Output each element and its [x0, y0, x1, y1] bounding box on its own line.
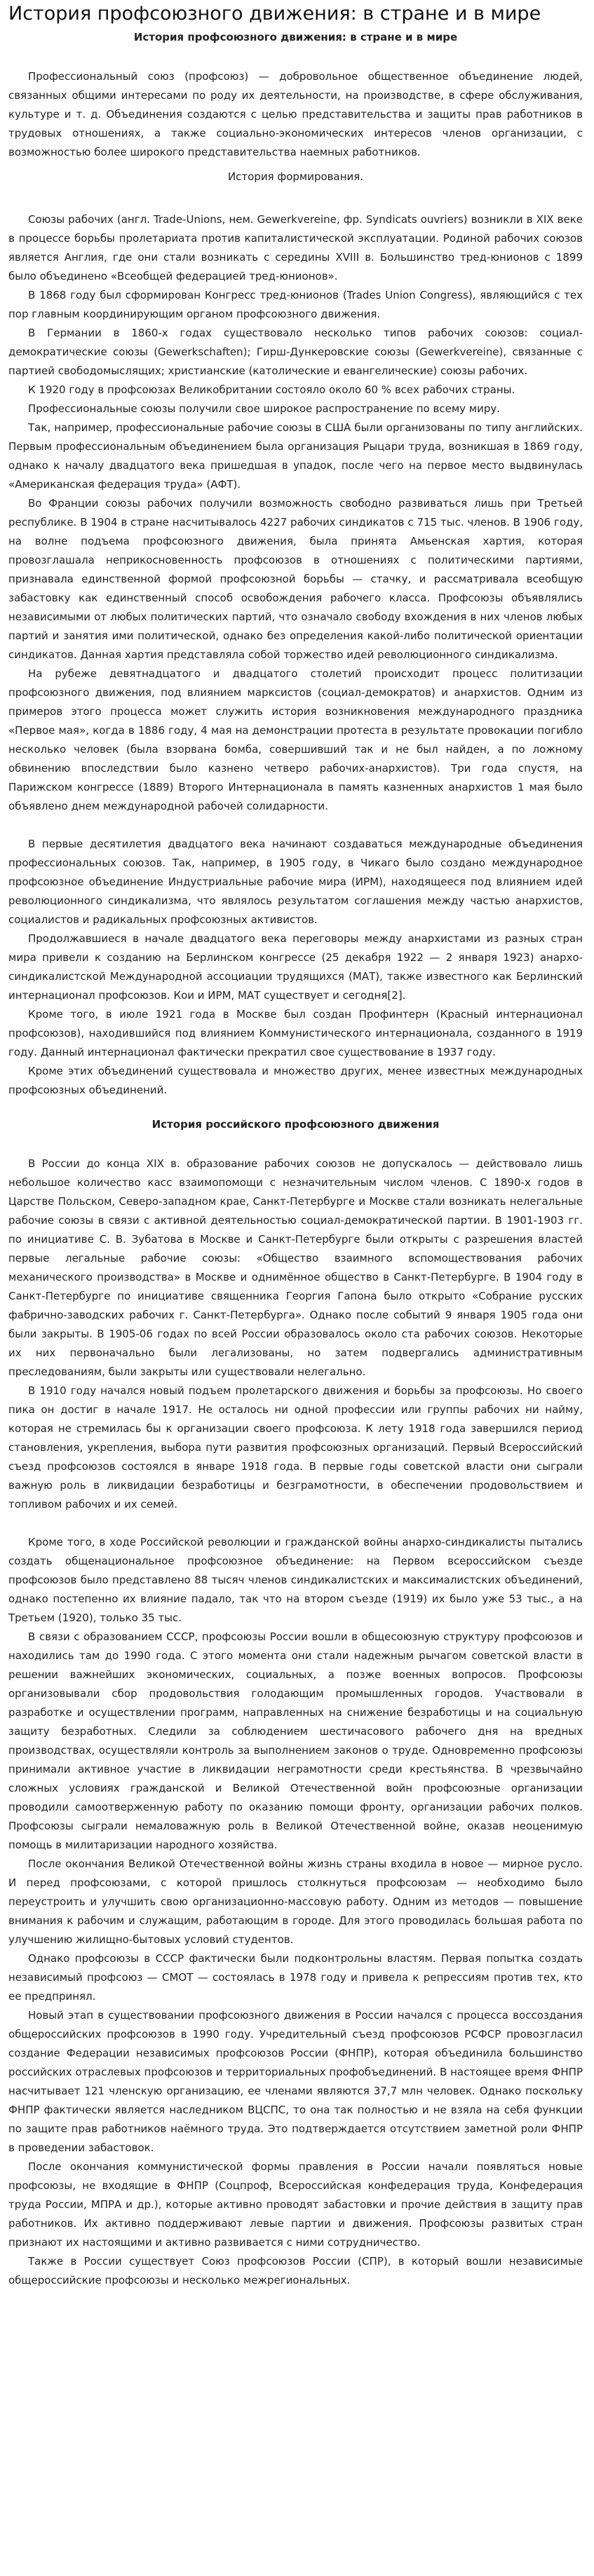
- page-title: История профсоюзного движения: в стране и в мире: [8, 3, 541, 25]
- intro-paragraph: Профессиональный союз (профсоюз) — добровольное общественное объединение людей, связанных общими интересами по роду их деятельности, на производстве, в сфере обслуживания, культуре и т. д. Объединения создаются с целью представительства и защиты прав работников в трудовых отношениях, а также социально-экономических интересов членов организации, с возможностью более широкого представительства наемных работников.: [8, 70, 583, 158]
- section-heading-russia: История российского профсоюзного движения: [151, 1118, 440, 1131]
- paragraph: Во Франции союзы рабочих получили возможность свободно развиваться лишь при Третьей республике. В 1904 в стране насчитывалось 4227 рабочих синдикатов с 715 тыс. членов. В 1906 году, на волне подъема профсоюзного движения, была принята Амьенская хартия, которая провозглашала неприкосновенность профсоюзов в отношениях с политическими партиями, признавала единственной формой профсоюзной борьбы — стачку, и рассматривала всеобщую забастовку как единственный способ освобождения рабочего класса. Профсоюзы объявлялись независимыми от любых политических партий, что означало свободу вхождения в них членов любых партий и занятия ими политической, однако без определения какой-либо политической ориентации синдикатов. Данная хартия представляла собой торжество идей революционного синдикализма.: [8, 497, 583, 661]
- paragraph: В 1910 году начался новый подъем пролетарского движения и борьбы за профсоюзы. Но своего пика он достиг в начале 1917. Не осталось ни одной профессии или группы рабочих ни найму, которая не стремилась бы к организации своего профсоюза. К лету 1918 года завершился период становления, укрепления, выбора пути развития профсоюзных организаций. Первый Всероссийский съезд профсоюзов состоялся в январе 1918 года. В первые годы советской власти они сыграли важную роль в ликвидации безработицы и безграмотности, в обеспечении продовольствием и топливом рабочих и их семей.: [8, 1384, 583, 1511]
- paragraph: После окончания коммунистической формы правления в России начали появляться новые профсоюзы, не входящие в ФНПР (Соцпроф, Всероссийская конфедерация труда, Конфедерация труда России, МПРА и др.), которые активно проводят забастовки и прочие действия в защиту прав работников. Их активно поддерживают левые партии и движения. Профсоюзы развитых стран признают их настоящими и активно развивается с ними сотрудничество.: [8, 2160, 583, 2249]
- formation-heading: История формирования.: [227, 170, 364, 183]
- paragraph: В России до конца XIX в. образование рабочих союзов не допускалось — действовало лишь небольшое количество касс взаимопомощи с незначительным числом членов. С 1890-х годов в Царстве Польском, Северо-западном крае, Санкт-Петербурге и Москве стали возникать нелегальные рабочие союзы в связи с активной деятельностью социал-демократической партии. В 1901-1903 гг. по инициативе С. В. Зубатова в Москве и Санкт-Петербурге были открыты с разрешения властей первые легальные рабочие союзы: «Общество взаимного вспомоществования рабочих механического производства» в Москве и однимённое общество в Санкт-Петербурге. В 1904 году в Санкт-Петербурге по инициативе священника Георгия Гапона было открыто «Собрание русских фабрично-заводских рабочих г. Санкт-Петербурга». Однако после событий 9 января 1905 года они были закрыты. В 1905-06 годах по всей России образовалось около ста рабочих союзов. Некоторые их них первоначально были легализованы, но затем подвергались административным преследованиям, были закрыты или существовали нелегально.: [8, 1157, 583, 1378]
- russia-history-section: [8, 1154, 583, 2290]
- paragraph: В связи с образованием СССР, профсоюзы России вошли в общесоюзную структуру профсоюзов и находились там до 1990 года. С этого момента они стали надежным рычагом советской власти в решении важнейших экономических, социальных, а позже военных вопросов. Профсоюзы организовывали сбор продовольствия голодающим промышленных городов. Участвовали в разработке и осуществлении программ, направленных на снижение безработицы и на социальную защиту безработных. Следили за соблюдением шестичасового рабочего дня на вредных производствах, осуществляли контроль за выполнением законов о труде. Одновременно профсоюзы принимали активное участие в ликвидации неграмотности среди крестьянства. В чрезвычайно сложных условиях гражданской и Великой Отечественной войн профсоюзные организации проводили самоотверженную работу по оказанию помощи фронту, организации рабочих полков. Профсоюзы сыграли немаловажную роль в Великой Отечественной войне, оказав неоценимую помощь в милитаризации народного хозяйства.: [8, 1630, 583, 1851]
- paragraph: Так, например, профессиональные рабочие союзы в США были организованы по типу английских. Первым профессиональным объединением была организация Рыцари труда, возникшая в 1869 году, однако к началу двадцатого века пришедшая в упадок, после чего на первое место выдвинулась «Американская федерация труда» (АФТ).: [8, 421, 583, 491]
- paragraph: В 1868 году был сформирован Конгресс тред-юнионов (Trades Union Congress), являющийся с тех пор главным координирующим органом профсоюзного движения.: [8, 289, 583, 320]
- paragraph: Также в России существует Союз профсоюзов России (СПР), в который вошли независимые общероссийские профсоюзы и несколько межрегиональных.: [8, 2255, 583, 2287]
- paragraph: В Германии в 1860-х годах существовало несколько типов рабочих союзов: социал-демократические союзы (Gewerkschaften); Гирш-Дункеровские союзы (Gewerkvereine), связанные с партией свободомыслящих; христианские (католические и евангелические) союзы рабочих.: [8, 327, 583, 377]
- paragraph: Кроме того, в июле 1921 года в Москве был создан Профинтерн (Красный интернационал профсоюзов), находившийся под влиянием Коммунистического интернационала, созданного в 1919 году. Данный интернационал фактически прекратил свое существование в 1937 году.: [8, 1008, 583, 1058]
- world-history-section: [8, 210, 583, 1100]
- document-subtitle: История профсоюзного движения: в стране и в мире: [133, 31, 458, 43]
- paragraph: Новый этап в существовании профсоюзного движения в России начался с процесса воссоздания общероссийских профсоюзов в 1990 году. Учредительный съезд профсоюзов РСФСР провозгласил создание Федерации независимых профсоюзов России (ФНПР), которая объединила большинство российских отраслевых профсоюзов и территориальных профобъединений. В настоящее время ФНПР насчитывает 121 членскую организацию, ее членами являются 37,7 млн человек. Однако поскольку ФНПР фактически является наследником ВЦСПС, то она так полностью и не взяла на себя функции по защите прав работников наёмного труда. Это подтверждается отсутствием заметной роли ФНПР в проведении забастовок.: [8, 2009, 583, 2154]
- paragraph: Кроме того, в ходе Российской революции и гражданской войны анархо-синдикалисты пытались создать общенациональное профсоюзное объединение: на Первом всероссийском съезде профсоюзов было представлено 88 тысяч членов синдикалистских и максималистских объединений, однако постепенно их влияние падало, так что на втором съезде (1919) их было уже 53 тыс., а на Третьем (1920), только 35 тыс.: [8, 1536, 583, 1624]
- paragraph: Союзы рабочих (англ. Trade-Unions, нем. Gewerkvereine, фр. Syndicats ouvriers) возникли в XIX веке в процессе борьбы пролетариата против капиталистической эксплуатации. Родиной рабочих союзов является Англия, где они стали возникать с середины XVIII в. Большинство тред-юнионов с 1899 было объединено «Всеобщей федерацией тред-юнионов».: [8, 213, 583, 282]
- paragraph: Профессиональные союзы получили свое широкое распространение по всему миру.: [28, 402, 501, 415]
- paragraph: Однако профсоюзы в СССР фактически были подконтрольны властям. Первая попытка создать независимый профсоюз — СМОТ — состоялась в 1978 году и привела к репрессиям против тех, кто ее предпринял.: [8, 1952, 583, 2003]
- paragraph: К 1920 году в профсоюзах Великобритании состояло около 60 % всех рабочих страны.: [28, 383, 515, 396]
- paragraph: В первые десятилетия двадцатого века начинают создаваться международные объединения профессиональных союзов. Так, например, в 1905 году, в Чикаго было создано международное профсоюзное объединение Индустриальные рабочие мира (ИРМ), находящееся под влиянием идей революционного синдикализма, что являлось результатом соглашения между частью анархистов, социалистов и радикальных профсоюзных активистов.: [8, 838, 583, 926]
- paragraph: После окончания Великой Отечественной войны жизнь страны входила в новое — мирное русло. И перед профсоюзами, с которой пришлось столкнуться профсоюзам — необходимо было переустроить и улучшить свою организационно-массовую работу. Одним из методов — повышение внимания к рабочим и служащим, работающим в городе. Для этого проводилась большая работа по улучшению жилищно-бытовых условий студентов.: [8, 1858, 583, 1946]
- paragraph: Продолжавшиеся в начале двадцатого века переговоры между анархистами из разных стран мира привели к созданию на Берлинском конгрессе (25 декабря 1922 — 2 января 1923) анархо-синдикалистской Международной ассоциации трудящихся (МАТ), также известного как Берлинский интернационал профсоюзов. Кои и ИРМ, МАТ существует и сегодня[2].: [8, 932, 583, 1002]
- paragraph: На рубеже девятнадцатого и двадцатого столетий происходит процесс политизации профсоюзного движения, под влиянием марксистов (социал-демократов) и анархистов. Одним из примеров этого процесса может служить история возникновения международного праздника «Первое мая», когда в 1886 году, 4 мая на демонстрации протеста в результате провокации погибло несколько человек (была взорвана бомба, совершивший так и не был найден, а по ложному обвинению впоследствии было казнено четверо рабочих-анархистов). Три года спустя, на Парижском конгрессе (1889) Второго Интернационала в память казненных анархистов 1 мая было объявлено днем международной рабочей солидарности.: [8, 667, 583, 812]
- paragraph: Кроме этих объединений существовала и множество других, менее известных международных профсоюзных объединений.: [8, 1065, 583, 1096]
